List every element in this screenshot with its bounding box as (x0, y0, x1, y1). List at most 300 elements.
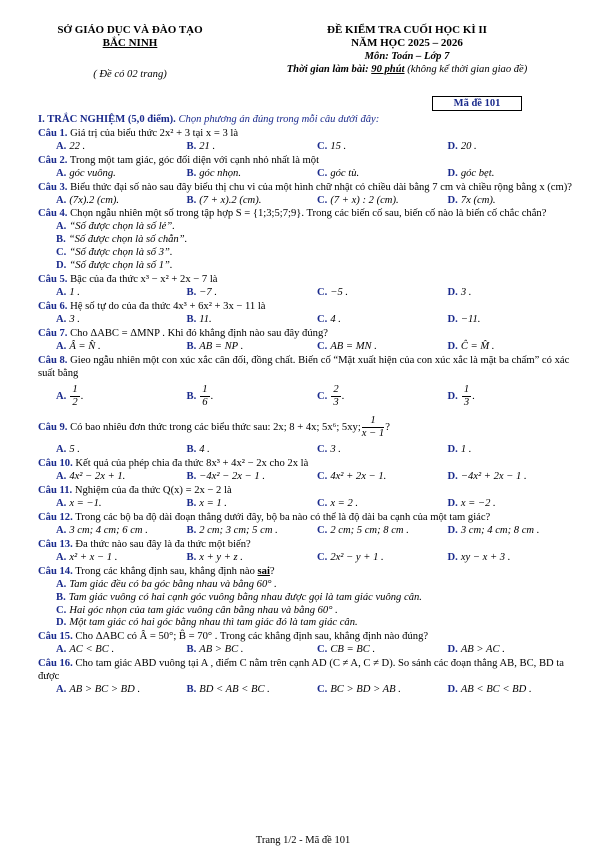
option-text: góc tù. (330, 167, 360, 179)
question-stem (38, 155, 578, 168)
answer-options (38, 471, 578, 484)
option-letter: B. (186, 286, 197, 298)
option-text: 2x² − y + 1 . (330, 551, 384, 563)
answer-option (187, 552, 318, 565)
question-number: Câu 8. (38, 354, 68, 366)
question (38, 328, 578, 354)
option-text: 5 . (69, 444, 80, 456)
option-letter: C. (317, 444, 328, 456)
header-left (30, 24, 230, 82)
option-text: AB > BC . (199, 644, 244, 656)
answer-option (448, 444, 579, 457)
option-text: 3 cm; 4 cm; 8 cm . (460, 524, 540, 536)
option-text: “Số được chọn là số lẻ”. (69, 221, 175, 233)
answer-option (56, 247, 318, 260)
answer-option (187, 471, 318, 484)
answer-option (56, 314, 187, 327)
option-letter: B. (186, 444, 197, 456)
answer-options (38, 684, 578, 697)
option-letter: D. (447, 286, 458, 298)
question-text: Trong một tam giác, góc đối diện với cạnh nhỏ nhất là một (69, 154, 320, 166)
answer-option (187, 287, 318, 300)
question (38, 208, 578, 273)
answer-option (448, 525, 579, 538)
fraction-denominator: x − 1 (361, 428, 385, 440)
fraction (462, 384, 471, 409)
question-number: Câu 7. (38, 327, 68, 339)
answer-option (187, 141, 318, 154)
question-stem (38, 631, 578, 644)
answer-option (56, 287, 187, 300)
option-letter: C. (317, 551, 328, 563)
option-letter: C. (317, 524, 328, 536)
option-text: Hai góc nhọn của tam giác vuông cân bằng nhau và bằng 60° . (69, 604, 338, 616)
option-text: 3 . (330, 444, 341, 456)
answer-option (56, 644, 187, 657)
answer-option (317, 341, 448, 354)
question-stem (38, 458, 578, 471)
answer-option (448, 287, 579, 300)
option-letter: C. (317, 391, 328, 403)
answer-options (38, 341, 578, 354)
answer-option (187, 195, 318, 208)
option-letter: A. (56, 524, 67, 536)
question-text: Chọn ngẫu nhiên một số trong tập hợp S = {1;3;5;7;9}. Trong các biến cố sau, biến cố nào là biến cố chắc chắn? (70, 208, 547, 220)
answer-option (448, 141, 579, 154)
option-text: CB = BC . (330, 644, 376, 656)
option-text: Ĉ = M̂ . (460, 340, 495, 352)
exam-code-box: Mã đề 101 (432, 96, 522, 111)
answer-option (187, 498, 318, 511)
fraction-numerator: 1 (202, 384, 208, 396)
option-text: (7 + x).2 (cm). (199, 194, 262, 206)
answer-option (448, 684, 579, 697)
question-text: Gieo ngẫu nhiên một con xúc xắc cân đối, đồng chất. Biến cố “Mặt xuất hiện của con xúc xắc là mặt ba chấm” có xác suất bằng (38, 354, 570, 379)
option-letter: A. (56, 313, 67, 325)
fraction (331, 384, 340, 409)
option-text: −5 . (330, 286, 349, 298)
option-letter: D. (447, 167, 458, 179)
option-letter: A. (56, 471, 67, 483)
answer-option (187, 684, 318, 697)
answer-option (56, 234, 318, 247)
option-letter: B. (186, 313, 197, 325)
question-stem (38, 274, 578, 287)
fraction-numerator: 1 (463, 384, 470, 396)
option-letter: B. (56, 234, 66, 246)
question-text: Nghiệm của đa thức Q(x) = 2x − 2 là (74, 485, 232, 497)
option-text: AB = MN . (330, 340, 377, 352)
option-letter: A. (56, 444, 67, 456)
header-right (232, 24, 582, 77)
option-text: 20 . (460, 140, 477, 152)
option-text: 22 . (69, 140, 86, 152)
option-letter: D. (447, 551, 458, 563)
option-text: 7x (cm). (460, 194, 496, 206)
option-letter: D. (447, 140, 458, 152)
answer-option: D. $\frac{1}{3}$ . (447, 384, 475, 409)
department-name: SỞ GIÁO DỤC VÀ ĐÀO TẠO (57, 24, 203, 36)
option-text: −11. (460, 313, 481, 325)
question (38, 485, 578, 511)
question (38, 128, 578, 154)
answer-option (56, 195, 187, 208)
question-number: Câu 10. (38, 458, 73, 470)
question-number: Câu 14. (38, 565, 73, 577)
question-text: Bậc của đa thức x³ − x² + 2x − 7 là (70, 274, 218, 286)
fraction-denominator: 2 (72, 397, 78, 409)
option-letter: D. (447, 644, 458, 656)
option-letter: A. (56, 340, 67, 352)
answer-option (187, 444, 318, 457)
question-tail: ? (385, 422, 390, 434)
question-end: ? (269, 565, 275, 577)
option-text: x = 1 . (199, 498, 227, 510)
answer-option (56, 498, 187, 511)
option-letter: A. (56, 684, 67, 696)
option-letter: A. (56, 221, 67, 233)
option-text: 4 . (199, 444, 210, 456)
fraction (200, 384, 209, 409)
option-text: AB < BC < BD . (460, 684, 532, 696)
option-letter: C. (56, 247, 67, 259)
option-letter: C. (317, 644, 328, 656)
option-letter: D. (447, 313, 458, 325)
option-text: Một tam giác có hai góc bằng nhau thì tam giác đó là tam giác cân. (69, 617, 358, 629)
option-letter: D. (447, 391, 458, 403)
question-number: Câu 4. (38, 208, 68, 220)
option-text: −4x² + 2x − 1 . (460, 471, 527, 483)
option-text: Tam giác vuông có hai cạnh góc vuông bằng nhau được gọi là tam giác vuông cân. (68, 591, 422, 603)
answer-option: C. $\frac{2}{3}$ . (317, 384, 345, 409)
answer-option (56, 552, 187, 565)
option-text: −7 . (199, 286, 217, 298)
option-text: (7x).2 (cm). (69, 194, 120, 206)
question (38, 301, 578, 327)
answer-options (38, 552, 578, 565)
answer-option (56, 471, 187, 484)
option-letter: D. (447, 444, 458, 456)
question-text: Cho tam giác ABD vuông tại A , điểm C nằm trên cạnh AD (C ≠ A, C ≠ D). So sánh các đoạn thẳng AB, BC, BD ta được (38, 658, 564, 683)
option-letter: A. (56, 644, 67, 656)
option-letter: A. (56, 578, 67, 590)
answer-option (317, 141, 448, 154)
answer-option (448, 498, 579, 511)
question-stem (38, 301, 578, 314)
answer-option: A. $\frac{1}{2}$ . (56, 384, 84, 409)
option-letter: A. (56, 551, 67, 563)
question-stem (38, 485, 578, 498)
option-text: Â = N̂ . (69, 340, 101, 352)
question-stem (38, 512, 578, 525)
option-letter: B. (186, 644, 197, 656)
question (38, 355, 578, 410)
fraction-denominator: 3 (333, 397, 339, 409)
fraction-numerator: 1 (362, 415, 384, 428)
question (38, 274, 578, 300)
answer-options (38, 221, 578, 273)
question-text: Đa thức nào sau đây là đa thức một biến? (75, 538, 251, 550)
answer-option (187, 644, 318, 657)
option-letter: B. (186, 498, 197, 510)
option-letter: C. (317, 167, 328, 179)
answer-options (38, 525, 578, 538)
question-number: Câu 12. (38, 512, 73, 524)
option-letter: C. (317, 194, 328, 206)
option-letter: D. (447, 498, 458, 510)
option-text: x² + x − 1 . (69, 551, 118, 563)
question-number: Câu 16. (38, 658, 73, 670)
questions-area (38, 114, 578, 697)
answer-option (56, 617, 578, 630)
question-number: Câu 2. (38, 154, 68, 166)
question-number: Câu 9. (38, 422, 68, 434)
option-text: 3 . (460, 286, 472, 298)
answer-option (56, 141, 187, 154)
answer-option (317, 287, 448, 300)
option-text: 2 cm; 5 cm; 8 cm . (330, 524, 409, 536)
answer-option (448, 168, 579, 181)
question (38, 631, 578, 657)
answer-option (187, 341, 318, 354)
fraction-denominator: 6 (202, 397, 208, 409)
answer-options (38, 498, 578, 511)
answer-option (317, 684, 448, 697)
question (38, 415, 578, 457)
answer-options (38, 644, 578, 657)
page-footer: Trang 1/2 - Mã đề 101 (255, 835, 351, 846)
option-text: 4x² + 2x − 1. (330, 471, 387, 483)
fraction (362, 415, 384, 440)
question (38, 512, 578, 538)
question-text: Trong các khẳng định sau, khẳng định nào (75, 565, 258, 577)
option-text: AB > BC > BD . (69, 684, 141, 696)
answer-option (187, 314, 318, 327)
answer-option (317, 444, 448, 457)
option-text: 21 . (199, 140, 216, 152)
option-text: AC < BC . (69, 644, 115, 656)
answer-option (56, 221, 318, 234)
school-year: NĂM HỌC 2025 – 2026 (351, 37, 463, 50)
pages-note: ( Đề có 02 trang) (93, 68, 167, 80)
answer-option (448, 552, 579, 565)
question-text: Cho ΔABC có Â = 50°; B̂ = 70° . Trong các khẳng định sau, khẳng định nào đúng? (75, 631, 429, 643)
option-text: −4x² − 2x − 1 . (199, 471, 266, 483)
question-stem (38, 182, 578, 195)
option-text: “Số được chọn là số 3”. (69, 247, 173, 259)
option-letter: D. (447, 684, 458, 696)
option-text: 11. (199, 313, 212, 325)
option-letter: D. (56, 617, 67, 629)
answer-option (56, 525, 187, 538)
option-letter: B. (186, 684, 197, 696)
answer-option (448, 314, 579, 327)
question-stem (38, 566, 578, 579)
option-letter: C. (317, 340, 328, 352)
time-line: Thời gian làm bài: 90 phút (không kể thời gian giao đề) (286, 63, 528, 75)
question-number: Câu 3. (38, 181, 68, 193)
question-stem (38, 539, 578, 552)
option-text: BC > BD > AB . (330, 684, 401, 696)
option-letter: A. (56, 286, 67, 298)
option-text: 4x² − 2x + 1. (69, 471, 126, 483)
option-text: (7 + x) : 2 (cm). (330, 194, 399, 206)
option-text: xy − x + 3 . (460, 551, 511, 563)
exam-title: ĐỀ KIỂM TRA CUỐI HỌC KÌ II (327, 24, 487, 36)
option-text: 2 cm; 3 cm; 5 cm . (199, 524, 278, 536)
answer-option: B. $\frac{1}{6}$ . (186, 384, 214, 409)
answer-option (448, 471, 579, 484)
answer-option (187, 168, 318, 181)
option-letter: A. (56, 167, 67, 179)
fraction-numerator: 2 (333, 384, 339, 396)
option-letter: D. (447, 194, 458, 206)
answer-option (317, 471, 448, 484)
answer-option (317, 552, 448, 565)
option-letter: B. (186, 471, 197, 483)
option-letter: B. (186, 194, 197, 206)
question (38, 182, 578, 208)
option-text: 15 . (330, 140, 347, 152)
option-text: Tam giác đều có ba góc bằng nhau và bằng 60° . (69, 578, 277, 590)
option-letter: B. (186, 551, 197, 563)
option-text: AB = NP . (199, 340, 244, 352)
option-letter: C. (317, 471, 328, 483)
option-text: BD < AB < BC . (199, 684, 270, 696)
option-letter: C. (56, 604, 67, 616)
fraction-numerator: 1 (72, 384, 78, 396)
answer-option (56, 341, 187, 354)
option-letter: C. (317, 313, 328, 325)
option-letter: B. (186, 167, 197, 179)
answer-options (38, 444, 578, 457)
answer-option (56, 168, 187, 181)
question (38, 155, 578, 181)
answer-options (38, 287, 578, 300)
province-name: BẮC NINH (102, 37, 158, 50)
question-number: Câu 5. (38, 274, 68, 286)
question-text: Cho ΔABC = ΔMNP . Khi đó khẳng định nào sau đây đúng? (70, 327, 328, 339)
option-letter: B. (186, 340, 197, 352)
answer-option (56, 592, 578, 605)
option-text: x = −1. (69, 498, 102, 510)
option-text: góc bẹt. (460, 167, 495, 179)
answer-options (38, 168, 578, 181)
question-emphasis: sai (257, 565, 270, 577)
option-text: 3 cm; 4 cm; 6 cm . (69, 524, 148, 536)
fraction (70, 384, 79, 409)
answer-option (56, 684, 187, 697)
question-number: Câu 1. (38, 127, 68, 139)
question-stem (38, 208, 578, 221)
question-text: Có bao nhiêu đơn thức trong các biểu thức sau: 2x; 8 + 4x; 5x⁶; 5xy; (70, 422, 361, 434)
question-text: Giá trị của biểu thức 2x² + 3 tại x = 3 là (70, 127, 239, 139)
question-text: Kết quả của phép chia đa thức 8x³ + 4x² − 2x cho 2x là (75, 458, 309, 470)
option-text: 3 . (69, 313, 80, 325)
option-letter: C. (317, 498, 328, 510)
question-text: Biểu thức đại số nào sau đây biểu thị chu vi của một hình chữ nhật có chiều dài bằng 7 cm và chiều rộng bằng x (cm)? (70, 181, 572, 193)
option-letter: C. (317, 684, 328, 696)
option-letter: B. (186, 391, 197, 403)
subject: Môn: Toán – Lớp 7 (364, 50, 450, 62)
option-letter: C. (317, 140, 328, 152)
answer-option (317, 195, 448, 208)
question-stem (38, 658, 578, 684)
answer-option (187, 525, 318, 538)
option-text: “Số được chọn là số 1”. (69, 260, 173, 272)
option-letter: A. (56, 498, 67, 510)
question-number: Câu 11. (38, 485, 73, 497)
answer-options (38, 195, 578, 208)
option-letter: B. (186, 524, 197, 536)
answer-option (317, 314, 448, 327)
option-text: 1 . (69, 286, 80, 298)
question-number: Câu 15. (38, 631, 73, 643)
option-letter: A. (56, 391, 67, 403)
fraction-denominator: 3 (463, 397, 470, 409)
option-letter: D. (447, 471, 458, 483)
option-letter: B. (56, 591, 66, 603)
answer-option (56, 579, 578, 592)
question-number: Câu 13. (38, 538, 73, 550)
time-value: 90 phút (371, 63, 405, 75)
option-letter: A. (56, 140, 67, 152)
option-text: 1 . (460, 444, 472, 456)
answer-option (317, 644, 448, 657)
question-stem (38, 128, 578, 141)
answer-option (448, 195, 579, 208)
option-letter: A. (56, 194, 67, 206)
answer-options (38, 314, 578, 327)
option-letter: D. (447, 340, 458, 352)
option-text: 4 . (330, 313, 341, 325)
question-number: Câu 6. (38, 300, 68, 312)
answer-option (317, 168, 448, 181)
option-text: x = −2 . (460, 498, 496, 510)
option-letter: D. (447, 524, 458, 536)
answer-option (448, 644, 579, 657)
answer-options (38, 384, 578, 409)
question-stem (38, 355, 578, 381)
option-text: góc nhọn. (199, 167, 241, 179)
question-text: Trong các bộ ba độ dài đoạn thẳng dưới đây, bộ ba nào có thể là độ dài ba cạnh của một tam giác? (75, 512, 491, 524)
option-letter: D. (56, 260, 67, 272)
answer-option (56, 260, 318, 273)
option-text: “Số được chọn là số chẵn”. (68, 234, 188, 246)
question (38, 566, 578, 631)
question (38, 539, 578, 565)
question (38, 458, 578, 484)
answer-option (317, 525, 448, 538)
section-heading: I. TRẮC NGHIỆM (5,0 điểm). Chọn phương án đúng trong mỗi câu dưới đây: (38, 114, 380, 125)
answer-options (38, 579, 578, 631)
answer-option (56, 444, 187, 457)
question-stem (38, 328, 578, 341)
question-stem (38, 415, 578, 440)
question-text: Hệ số tự do của đa thức 4x³ + 6x² + 3x − 11 là (70, 300, 266, 312)
option-letter: B. (186, 140, 197, 152)
question (38, 658, 578, 697)
option-text: x = 2 . (330, 498, 359, 510)
option-text: x + y + z . (199, 551, 243, 563)
option-letter: C. (317, 286, 328, 298)
option-text: AB > AC . (460, 644, 505, 656)
answer-option (56, 605, 578, 618)
answer-option (448, 341, 579, 354)
answer-options (38, 141, 578, 154)
answer-option (317, 498, 448, 511)
option-text: góc vuông. (69, 167, 116, 179)
